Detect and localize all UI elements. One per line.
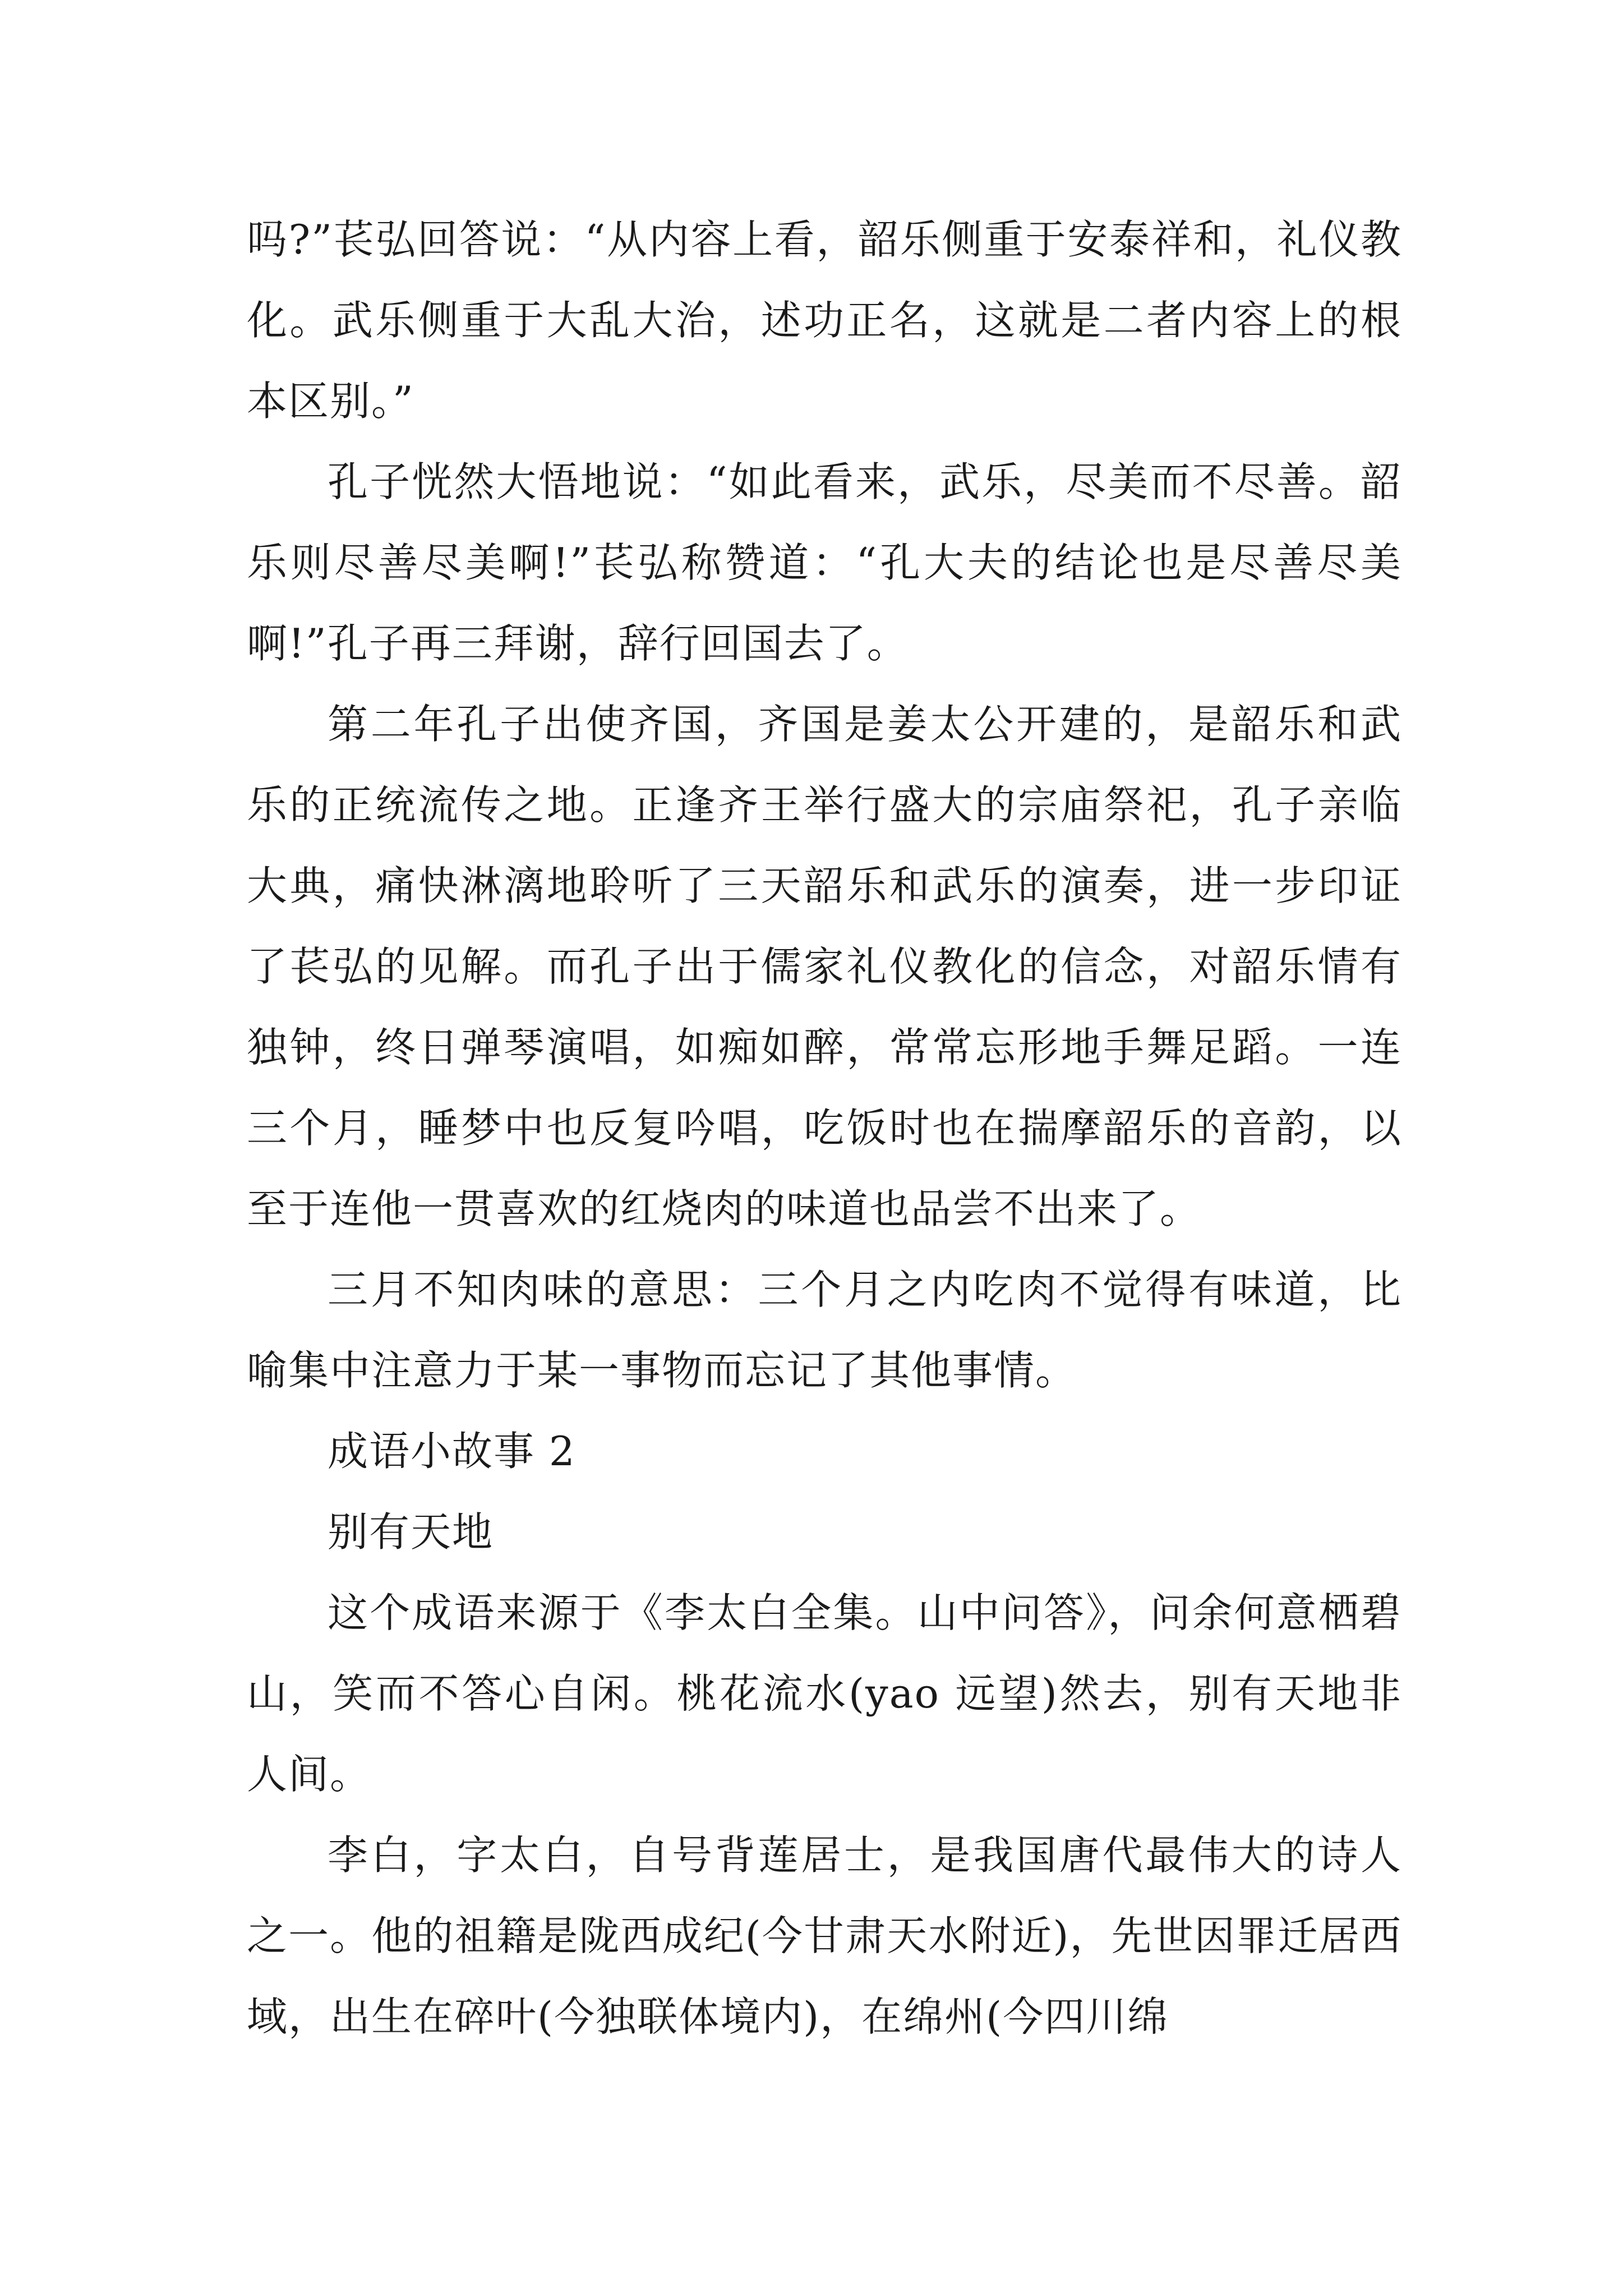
paragraph: 孔子恍然大悟地说：“如此看来，武乐，尽美而不尽善。韶乐则尽善尽美啊!”苌弘称赞道：“孔大夫的结论也是尽善尽美啊!”孔子再三拜谢，辞行回国去了。 xyxy=(247,458,1402,667)
paragraph: 李白，字太白，自号背莲居士，是我国唐代最伟大的诗人之一。他的祖籍是陇西成纪(今甘肃天水附近)，先世因罪迁居西域，出生在碎叶(今独联体境内)，在绵州(今四川绵 xyxy=(247,1832,1402,2040)
paragraph-continuation: 吗?”苌弘回答说：“从内容上看，韶乐侧重于安泰祥和，礼仪教化。武乐侧重于大乱大治，述功正名，这就是二者内容上的根本区别。” xyxy=(247,216,1402,425)
section-heading: 成语小故事 2 xyxy=(328,1428,576,1475)
document-body xyxy=(247,199,1402,2057)
paragraph: 第二年孔子出使齐国，齐国是姜太公开建的，是韶乐和武乐的正统流传之地。正逢齐王举行盛大的宗庙祭祀，孔子亲临大典，痛快淋漓地聆听了三天韶乐和武乐的演奏，进一步印证了苌弘的见解。而孔子出于儒家礼仪教化的信念，对韶乐情有独钟，终日弹琴演唱，如痴如醉，常常忘形地手舞足蹈。一连三个月，睡梦中也反复吟唱，吃饭时也在揣摩韶乐的音韵，以至于连他一贯喜欢的红烧肉的味道也品尝不出来了。 xyxy=(247,701,1402,1232)
story-title: 别有天地 xyxy=(328,1508,494,1556)
paragraph: 三月不知肉味的意思：三个月之内吃肉不觉得有味道，比喻集中注意力于某一事物而忘记了其他事情。 xyxy=(247,1266,1402,1394)
paragraph: 这个成语来源于《李太白全集。山中问答》，问余何意栖碧山，笑而不答心自闲。桃花流水(yao 远望)然去，别有天地非人间。 xyxy=(247,1589,1402,1798)
